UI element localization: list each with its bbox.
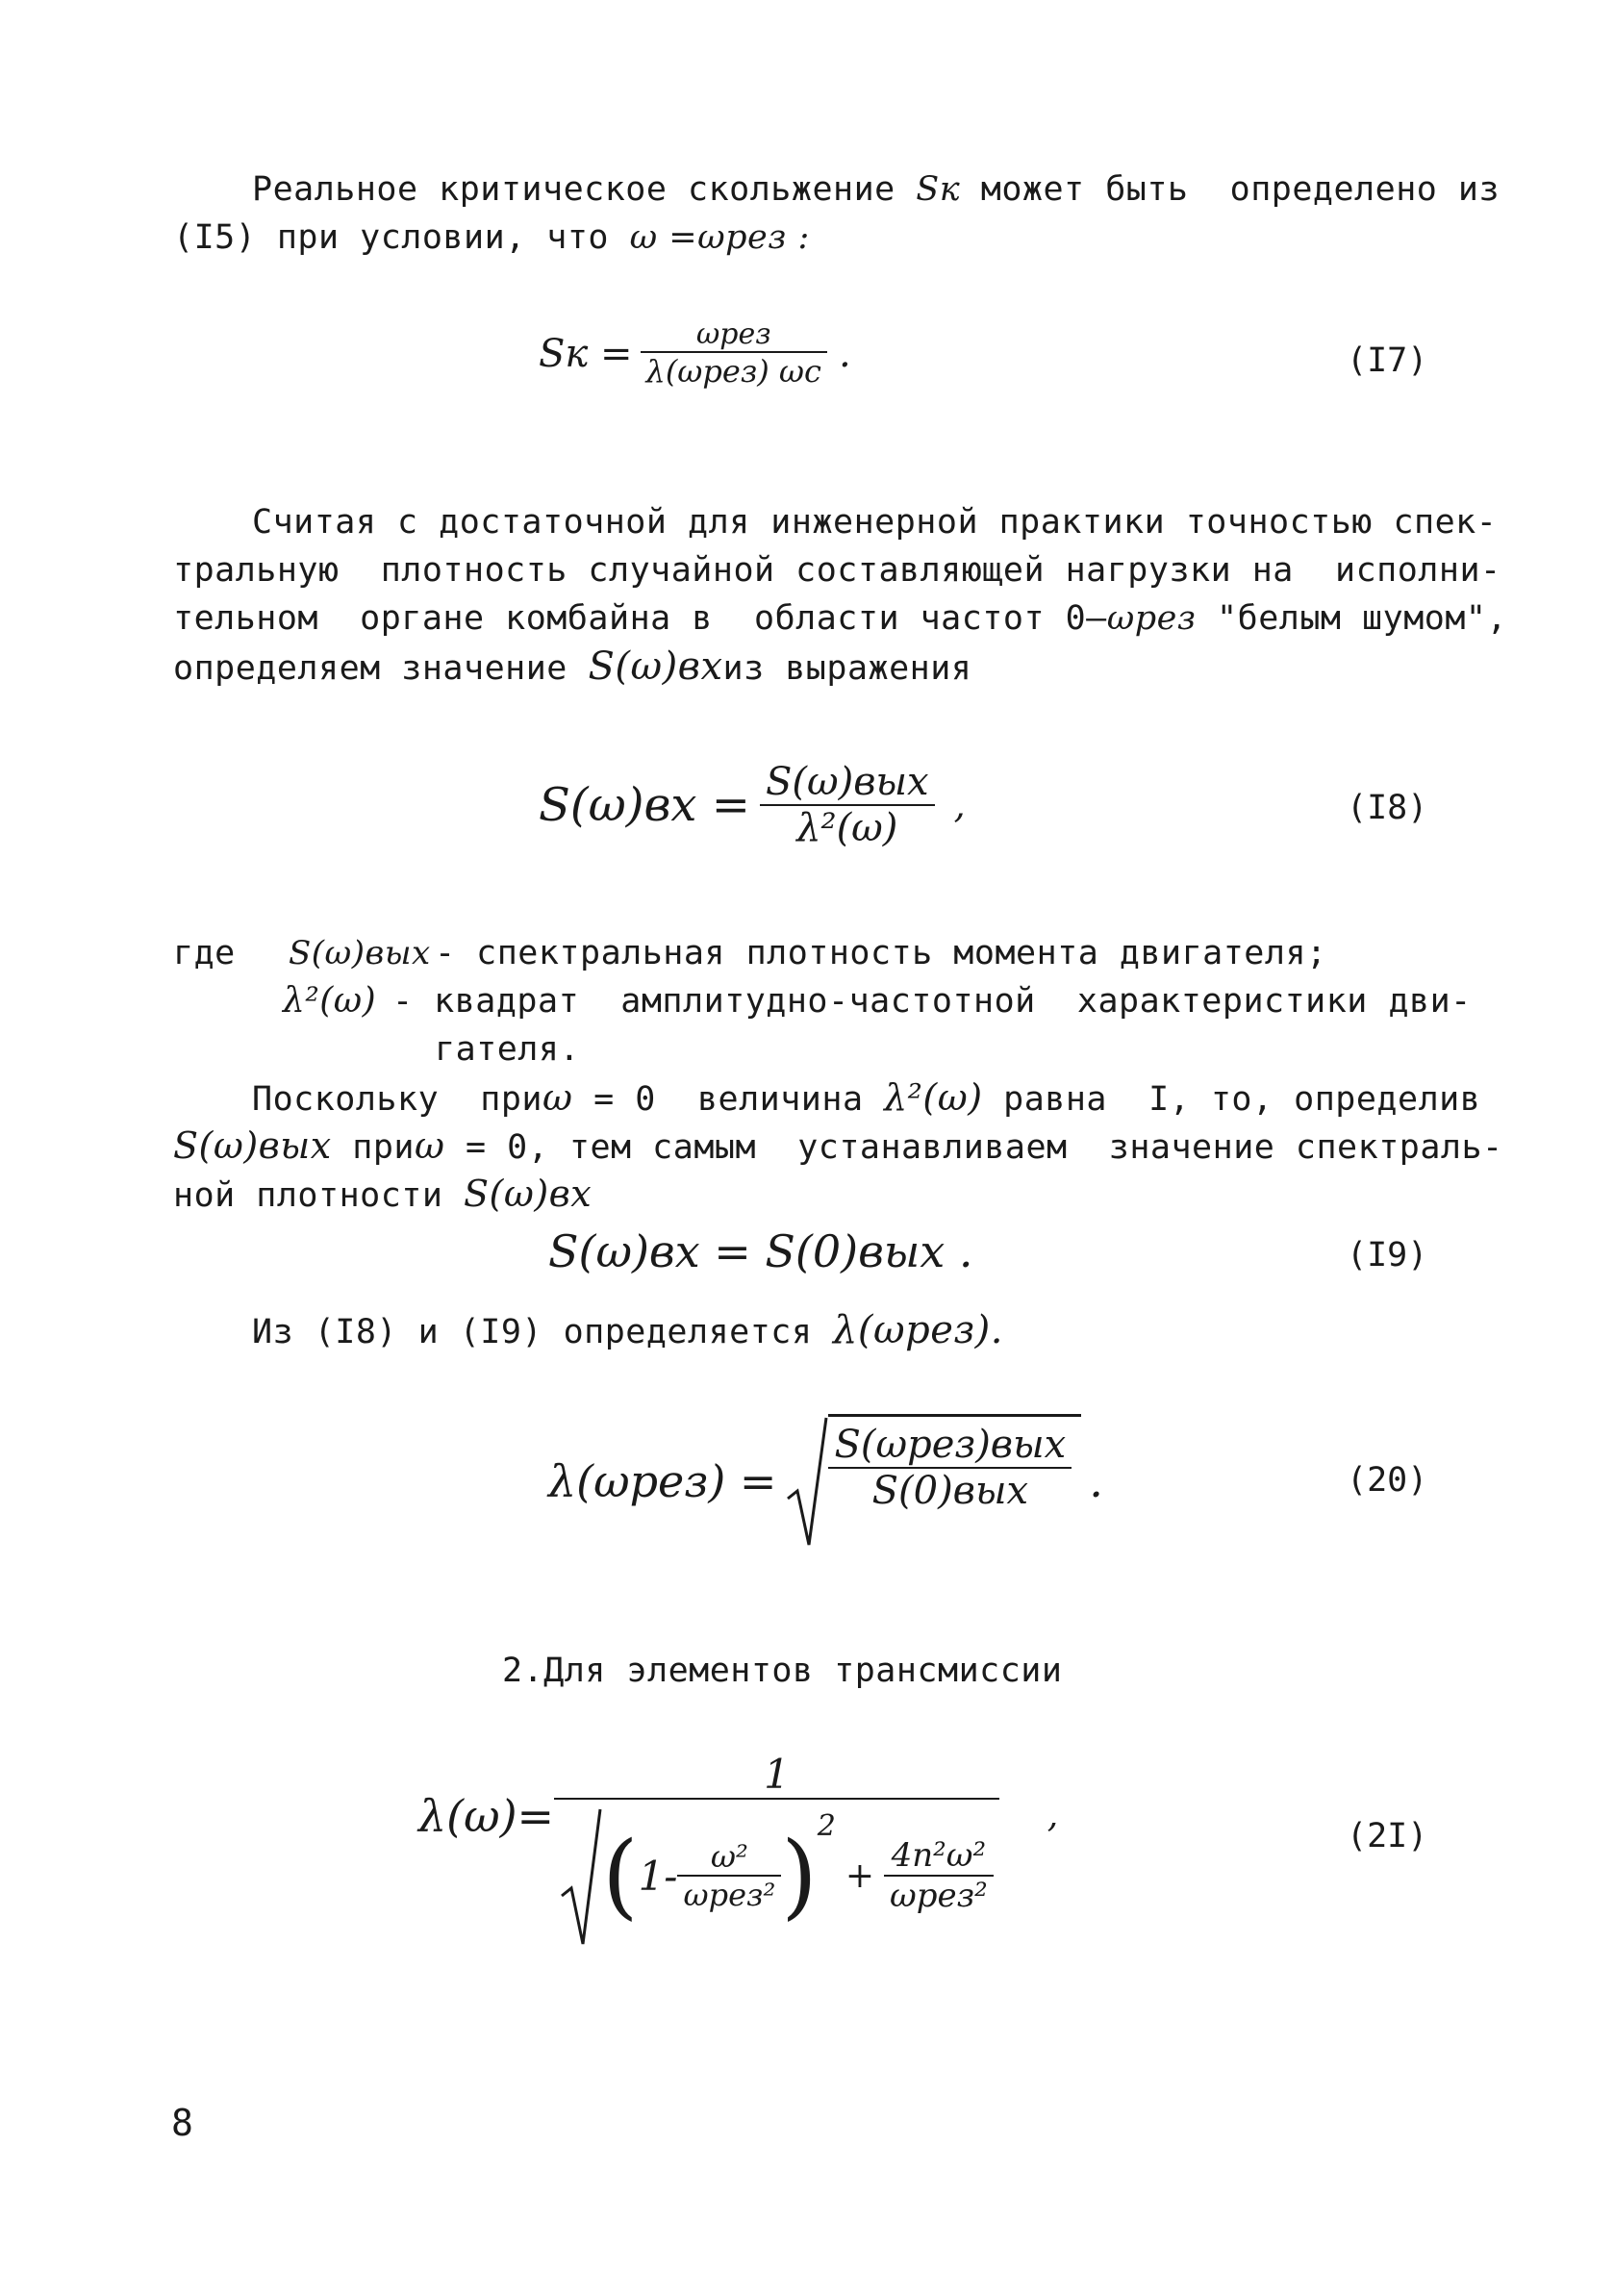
paragraph-4	[252, 1306, 1003, 1356]
paragraph-3-line-1	[252, 1073, 1480, 1123]
paragraph-2-line-4	[173, 643, 971, 693]
equation-number-17: (I7)	[1347, 341, 1428, 380]
paragraph-3-line-2	[173, 1122, 1503, 1172]
definition-1-symbol: S(ω)вых	[289, 934, 431, 972]
definition-2-text: - квадрат амплитудно-частотной характеристики дви-	[392, 982, 1472, 1021]
term1-denominator: ωрез²	[683, 1877, 776, 1913]
text-run: тельном органе комбайна в области частот 0—	[173, 599, 1107, 638]
equation-number-18: (I8)	[1347, 789, 1428, 827]
equation-number-19: (I9)	[1347, 1236, 1428, 1274]
equation-18	[539, 760, 966, 850]
text-run: определяем значение	[173, 649, 589, 688]
paragraph-1-line-1	[252, 165, 1500, 214]
eq21-radicand	[602, 1804, 994, 1948]
eq17-numerator: ωрез	[695, 317, 771, 351]
text-run: может быть определено из	[960, 170, 1501, 209]
eq17-lhs: Sк =	[539, 331, 633, 376]
symbol-omega-res: ωрез	[1106, 599, 1197, 638]
equation-number-20: (20)	[1347, 1461, 1428, 1500]
eq20-tail: .	[1089, 1455, 1103, 1507]
plus-sign: +	[845, 1855, 874, 1896]
eq21-numerator: 1	[764, 1751, 790, 1798]
text-run: Из (I8) и (I9) определяется	[252, 1313, 834, 1351]
eq21-term1	[677, 1838, 781, 1913]
eq21-tail: ,	[1047, 1796, 1059, 1835]
square-root-sign	[786, 1414, 828, 1549]
equation-17	[539, 317, 851, 390]
eq20-denominator: S(0)вых	[871, 1469, 1029, 1513]
term2-denominator: ωрез²	[890, 1877, 988, 1915]
eq21-lhs: λ(ω)=	[418, 1789, 555, 1842]
eq21-denominator	[554, 1800, 999, 1948]
definition-2-symbol: λ²(ω)	[283, 981, 377, 1021]
symbol-omega-res: ω =ωрез :	[629, 218, 810, 257]
symbol-lambda-omega-res: λ(ωрез).	[833, 1308, 1004, 1352]
definitions-where: где	[173, 934, 236, 972]
term1-numerator: ω²	[710, 1838, 748, 1875]
square-root-sign	[560, 1804, 602, 1948]
symbol-sk: Sк	[916, 170, 961, 209]
text-run: Реальное критическое скольжение	[252, 170, 917, 209]
equation-21	[418, 1751, 1058, 1948]
symbol-s-omega-in: S(ω)вх	[464, 1173, 593, 1215]
term2-numerator: 4n²ω²	[891, 1836, 987, 1875]
paren-open: (	[602, 1822, 639, 1930]
eq20-numerator: S(ωрез)вых	[834, 1423, 1067, 1467]
text-run: из выражения	[722, 649, 972, 688]
symbol-omega: ω	[414, 1124, 445, 1167]
text-run: при	[331, 1128, 415, 1167]
eq17-fraction	[641, 317, 827, 390]
paragraph-2-line-1: Считая с достаточной для инженерной практики точностью спек-	[252, 503, 1498, 542]
symbol-s-omega-in: S(ω)вх	[588, 644, 723, 689]
text-run: равна I, то, определив	[982, 1080, 1481, 1119]
text-run: = 0, тем самым устанавливаем значение спектраль-	[444, 1128, 1503, 1167]
equation-number-21: (2I)	[1347, 1817, 1428, 1855]
one-minus: 1-	[638, 1852, 678, 1900]
eq21-fraction	[554, 1751, 999, 1948]
eq21-term2	[884, 1836, 994, 1915]
eq18-fraction	[760, 760, 935, 850]
equation-19: S(ω)вх = S(0)вых .	[548, 1225, 973, 1277]
page-number: 8	[171, 2102, 194, 2144]
paren-close: )	[781, 1822, 818, 1930]
exponent-two: 2	[817, 1809, 836, 1843]
eq18-tail: ,	[953, 784, 966, 826]
text-run: = 0 величина	[572, 1080, 885, 1119]
eq20-fraction	[828, 1414, 1081, 1549]
eq17-tail: .	[838, 331, 851, 376]
eq18-denominator: λ²(ω)	[796, 806, 898, 850]
definition-1-text: - спектральная плотность момента двигателя;	[435, 934, 1327, 972]
text-run: (I5) при условии, что	[173, 218, 630, 257]
paragraph-3-line-3	[173, 1170, 592, 1220]
paragraph-2-line-3	[173, 594, 1507, 643]
symbol-omega: ω	[542, 1076, 573, 1119]
text-run: "белым шумом",	[1196, 599, 1508, 638]
section-heading: 2.Для элементов трансмиссии	[502, 1652, 1063, 1690]
eq20-radical	[786, 1414, 1081, 1549]
text-run: ной плотности	[173, 1176, 465, 1215]
eq17-denominator: λ(ωрез) ωc	[645, 353, 821, 390]
paragraph-1-line-2	[173, 214, 810, 262]
paragraph-2-line-2: тральную плотность случайной составляющей нагрузки на исполни-	[173, 551, 1501, 590]
eq20-lhs: λ(ωрез) =	[548, 1455, 777, 1507]
symbol-s-omega-out: S(ω)вых	[173, 1124, 332, 1167]
definition-2-continuation: гателя.	[435, 1030, 581, 1069]
symbol-lambda-squared: λ²(ω)	[884, 1076, 983, 1119]
equation-20	[548, 1414, 1103, 1549]
eq18-lhs: S(ω)вх =	[539, 778, 750, 832]
eq18-numerator: S(ω)вых	[765, 760, 929, 804]
text-run: Поскольку при	[252, 1080, 543, 1119]
